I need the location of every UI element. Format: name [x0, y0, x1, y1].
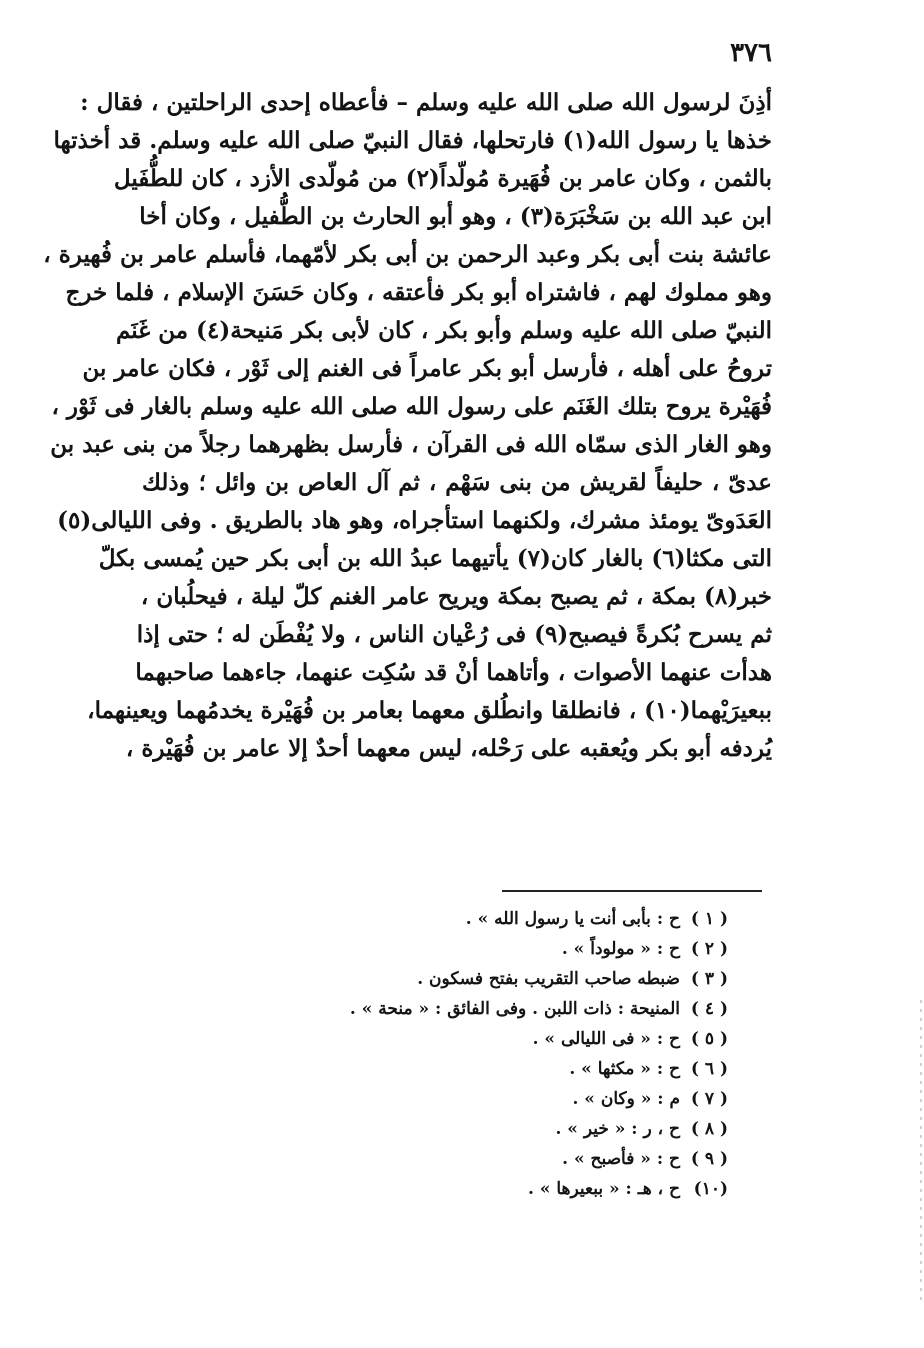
body-line: ابن عبد الله بن سَخْبَرَة(٣) ، وهو أبو الحارث بن الطُّفيل ، وكان أخا: [139, 203, 772, 230]
body-line: خبر(٨) بمكة ، ثم يصبح بمكة ويريح عامر الغنم كلّ ليلة ، فيحلُبان ،: [140, 583, 772, 610]
body-line: ببعيرَيْهما(١٠) ، فانطلقا وانطُلق معهما بعامر بن فُهَيْرة يخدمُهما ويعينهما،: [87, 697, 772, 724]
body-line: فُهَيْرة يروح بتلك الغَنَم على رسول الله صلى الله عليه وسلم بالغار فى ثَوْر ،: [51, 393, 772, 420]
body-line: النبيّ صلى الله عليه وسلم وأبو بكر ، كان لأبى بكر مَنيحة(٤) من غَنَم: [115, 317, 772, 344]
body-line: تروحُ على أهله ، فأرسل أبو بكر عامراً فى الغنم إلى ثَوْر ، فكان عامر بن: [82, 355, 772, 382]
body-line: عدىّ ، حليفاً لقريش من بنى سَهْم ، ثم آل العاص بن وائل ؛ وذلك: [142, 469, 772, 496]
body-line: أذِنَ لرسول الله صلى الله عليه وسلم – فأعطاه إحدى الراحلتين ، فقال :: [80, 89, 772, 116]
footnote-number: ( ٩ ): [690, 1149, 728, 1169]
body-line: العَدَوىّ يومئذ مشرك، ولكنهما استأجراه، وهو هاد بالطريق . وفى الليالى(٥): [57, 507, 772, 534]
footnote-number: ( ١ ): [690, 909, 728, 929]
footnote-number: ( ٢ ): [690, 939, 728, 959]
footnote-text: ح ، هـ : « ببعيرها » .: [528, 1179, 680, 1199]
footnote-text: ح : « مولوداً » .: [561, 939, 680, 959]
body-line: يُردفه أبو بكر ويُعقبه على رَحْله، ليس معهما أحدٌ إلا عامر بن فُهَيْرة ،: [125, 735, 772, 762]
footnote-text: ضبطه صاحب التقريب بفتح فسكون .: [417, 969, 680, 989]
footnote-text: ح : « فأصبح » .: [562, 1149, 680, 1169]
footnote-text: م : « وكان » .: [572, 1089, 680, 1109]
scan-edge-mark: [920, 1000, 922, 1300]
footnote-text: ح : « مكثها » .: [569, 1059, 680, 1079]
footnote: [348, 934, 728, 964]
footnote: [348, 1084, 728, 1114]
footnote-number: ( ٣ ): [690, 969, 728, 989]
body-line: التى مكثا(٦) بالغار كان(٧) يأتيهما عبدُ الله بن أبى بكر حين يُمسى بكلّ: [98, 545, 772, 572]
footnote: [348, 1024, 728, 1054]
footnote: [348, 904, 728, 934]
footnote-number: ( ٥ ): [690, 1029, 728, 1049]
body-line: عائشة بنت أبى بكر وعبد الرحمن بن أبى بكر لأمّهما، فأسلم عامر بن فُهيرة ،: [43, 241, 772, 268]
body-line: هدأت عنهما الأصوات ، وأتاهما أنْ قد سُكِت عنهما، جاءهما صاحبهما: [135, 659, 772, 686]
footnotes: [348, 904, 728, 1204]
footnote: [348, 1174, 728, 1204]
footnote-number: ( ٤ ): [690, 999, 728, 1019]
footnote-number: ( ٧ ): [690, 1089, 728, 1109]
footnote: [348, 1054, 728, 1084]
page-number: ٣٧٦: [730, 38, 772, 68]
body-line: ثم يسرح بُكرةً فيصبح(٩) فى رُعْيان الناس ، ولا يُفْطَن له ؛ حتى إذا: [136, 621, 772, 648]
body-line: وهو الغار الذى سمّاه الله فى القرآن ، فأرسل بظهرهما رجلاً من بنى عبد بن: [50, 431, 772, 458]
footnote: [348, 964, 728, 994]
footnote-text: ح ، ر : « خير » .: [555, 1119, 680, 1139]
footnote: [348, 994, 728, 1024]
body-line: وهو مملوك لهم ، فاشتراه أبو بكر فأعتقه ، وكان حَسَنَ الإسلام ، فلما خرج: [65, 279, 772, 306]
footnote-text: ح : بأبى أنت يا رسول الله » .: [465, 909, 680, 929]
footnote-text: المنيحة : ذات اللبن . وفى الفائق : « منحة » .: [349, 999, 680, 1019]
footnote-number: (١٠): [693, 1179, 728, 1199]
body-line: بالثمن ، وكان عامر بن فُهَيرة مُولّداً(٢) من مُولّدى الأزد ، كان للطُّفَيل: [113, 165, 772, 192]
body-text: [43, 84, 772, 768]
footnote-separator: [502, 890, 762, 892]
body-line: خذها يا رسول الله(١) فارتحلها، فقال النبيّ صلى الله عليه وسلم. قد أخذتها: [53, 127, 772, 154]
footnote: [348, 1144, 728, 1174]
footnote-text: ح : « فى الليالى » .: [532, 1029, 680, 1049]
footnote: [348, 1114, 728, 1144]
footnote-number: ( ٦ ): [690, 1059, 728, 1079]
footnote-number: ( ٨ ): [690, 1119, 728, 1139]
